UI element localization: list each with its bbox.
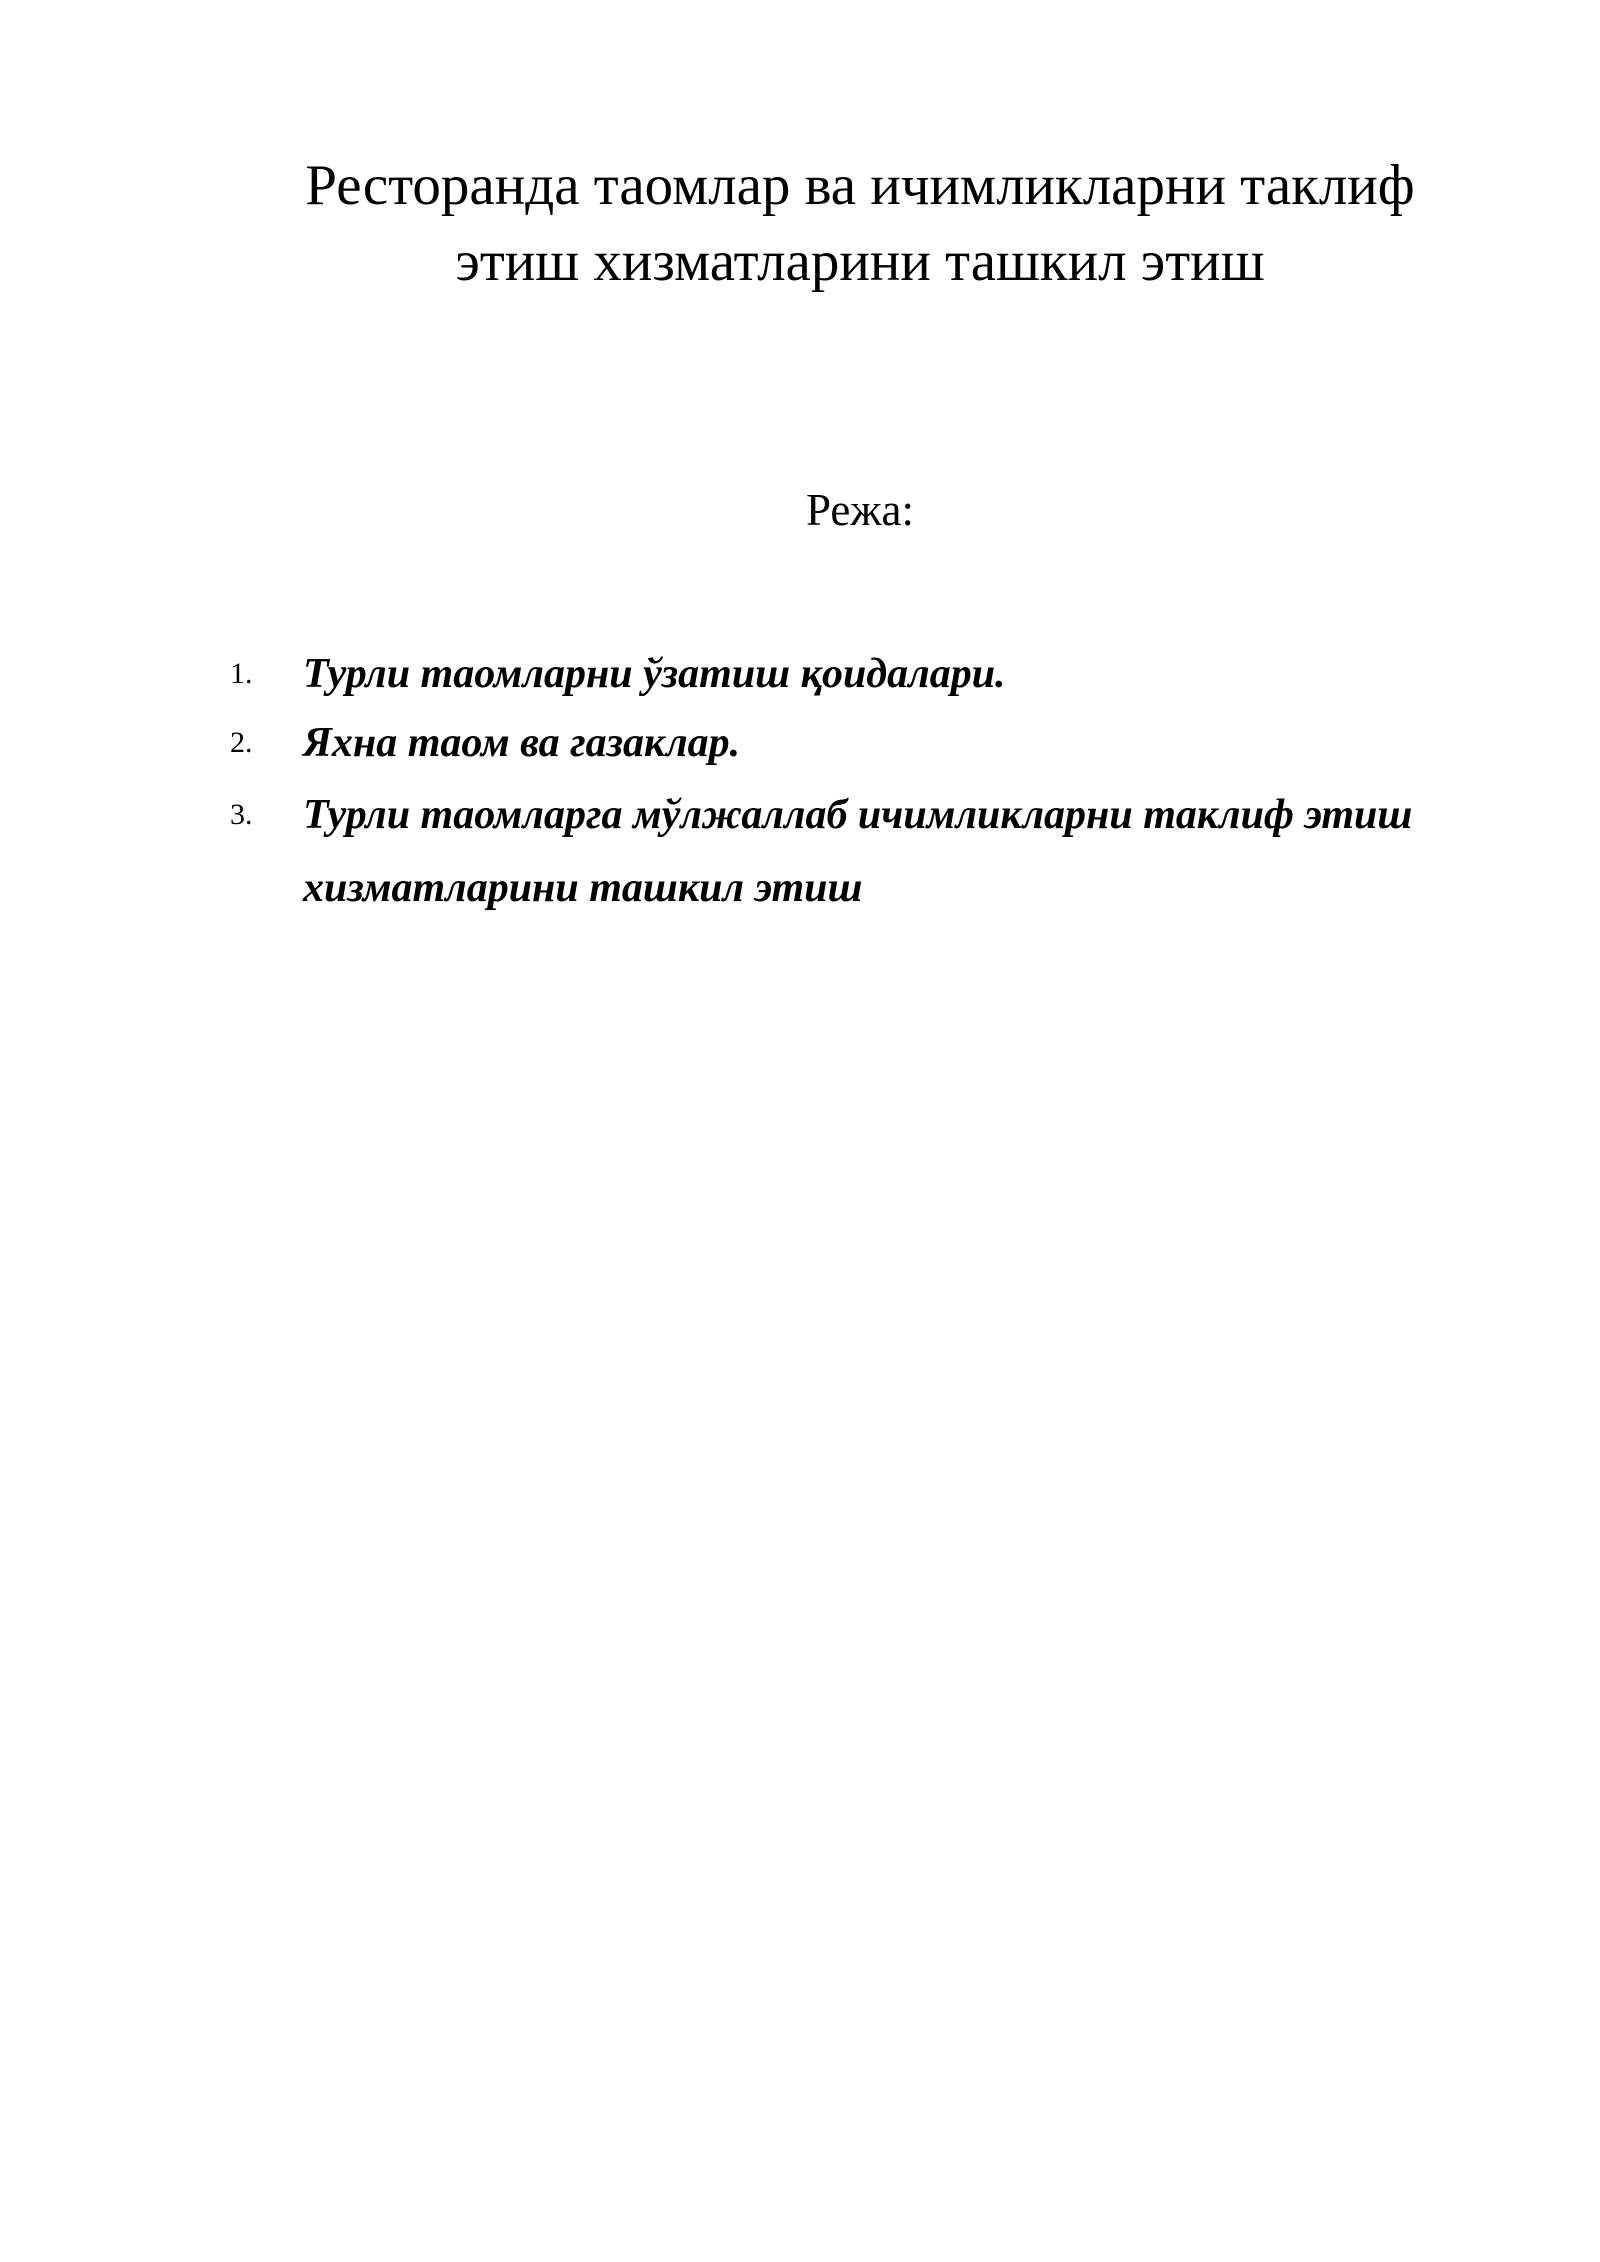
plan-item-text — [303, 779, 1503, 925]
plan-heading: Режа: — [806, 485, 914, 535]
title-line: этиш хизматларини ташкил этиш — [455, 230, 1265, 293]
plan-item-text — [303, 707, 1503, 780]
plan-item-text — [303, 638, 1503, 711]
plan-item-number: 3. — [230, 798, 253, 831]
title-line: Ресторанда таомлар ва ичимликларни таклиф — [305, 154, 1415, 217]
plan-item-number: 2. — [230, 726, 253, 759]
document-title — [200, 148, 1520, 300]
plan-item-line: Яхна таом ва газаклар. — [303, 720, 741, 766]
plan-item-line: Турли таомларни ўзатиш қоидалари. — [303, 651, 1006, 697]
plan-item-line: хизматларини ташкил этиш — [303, 865, 863, 911]
plan-item-line: Турли таомларга мўлжаллаб ичимликларни таклиф этиш — [303, 792, 1413, 838]
plan-item-number: 1. — [230, 657, 253, 690]
